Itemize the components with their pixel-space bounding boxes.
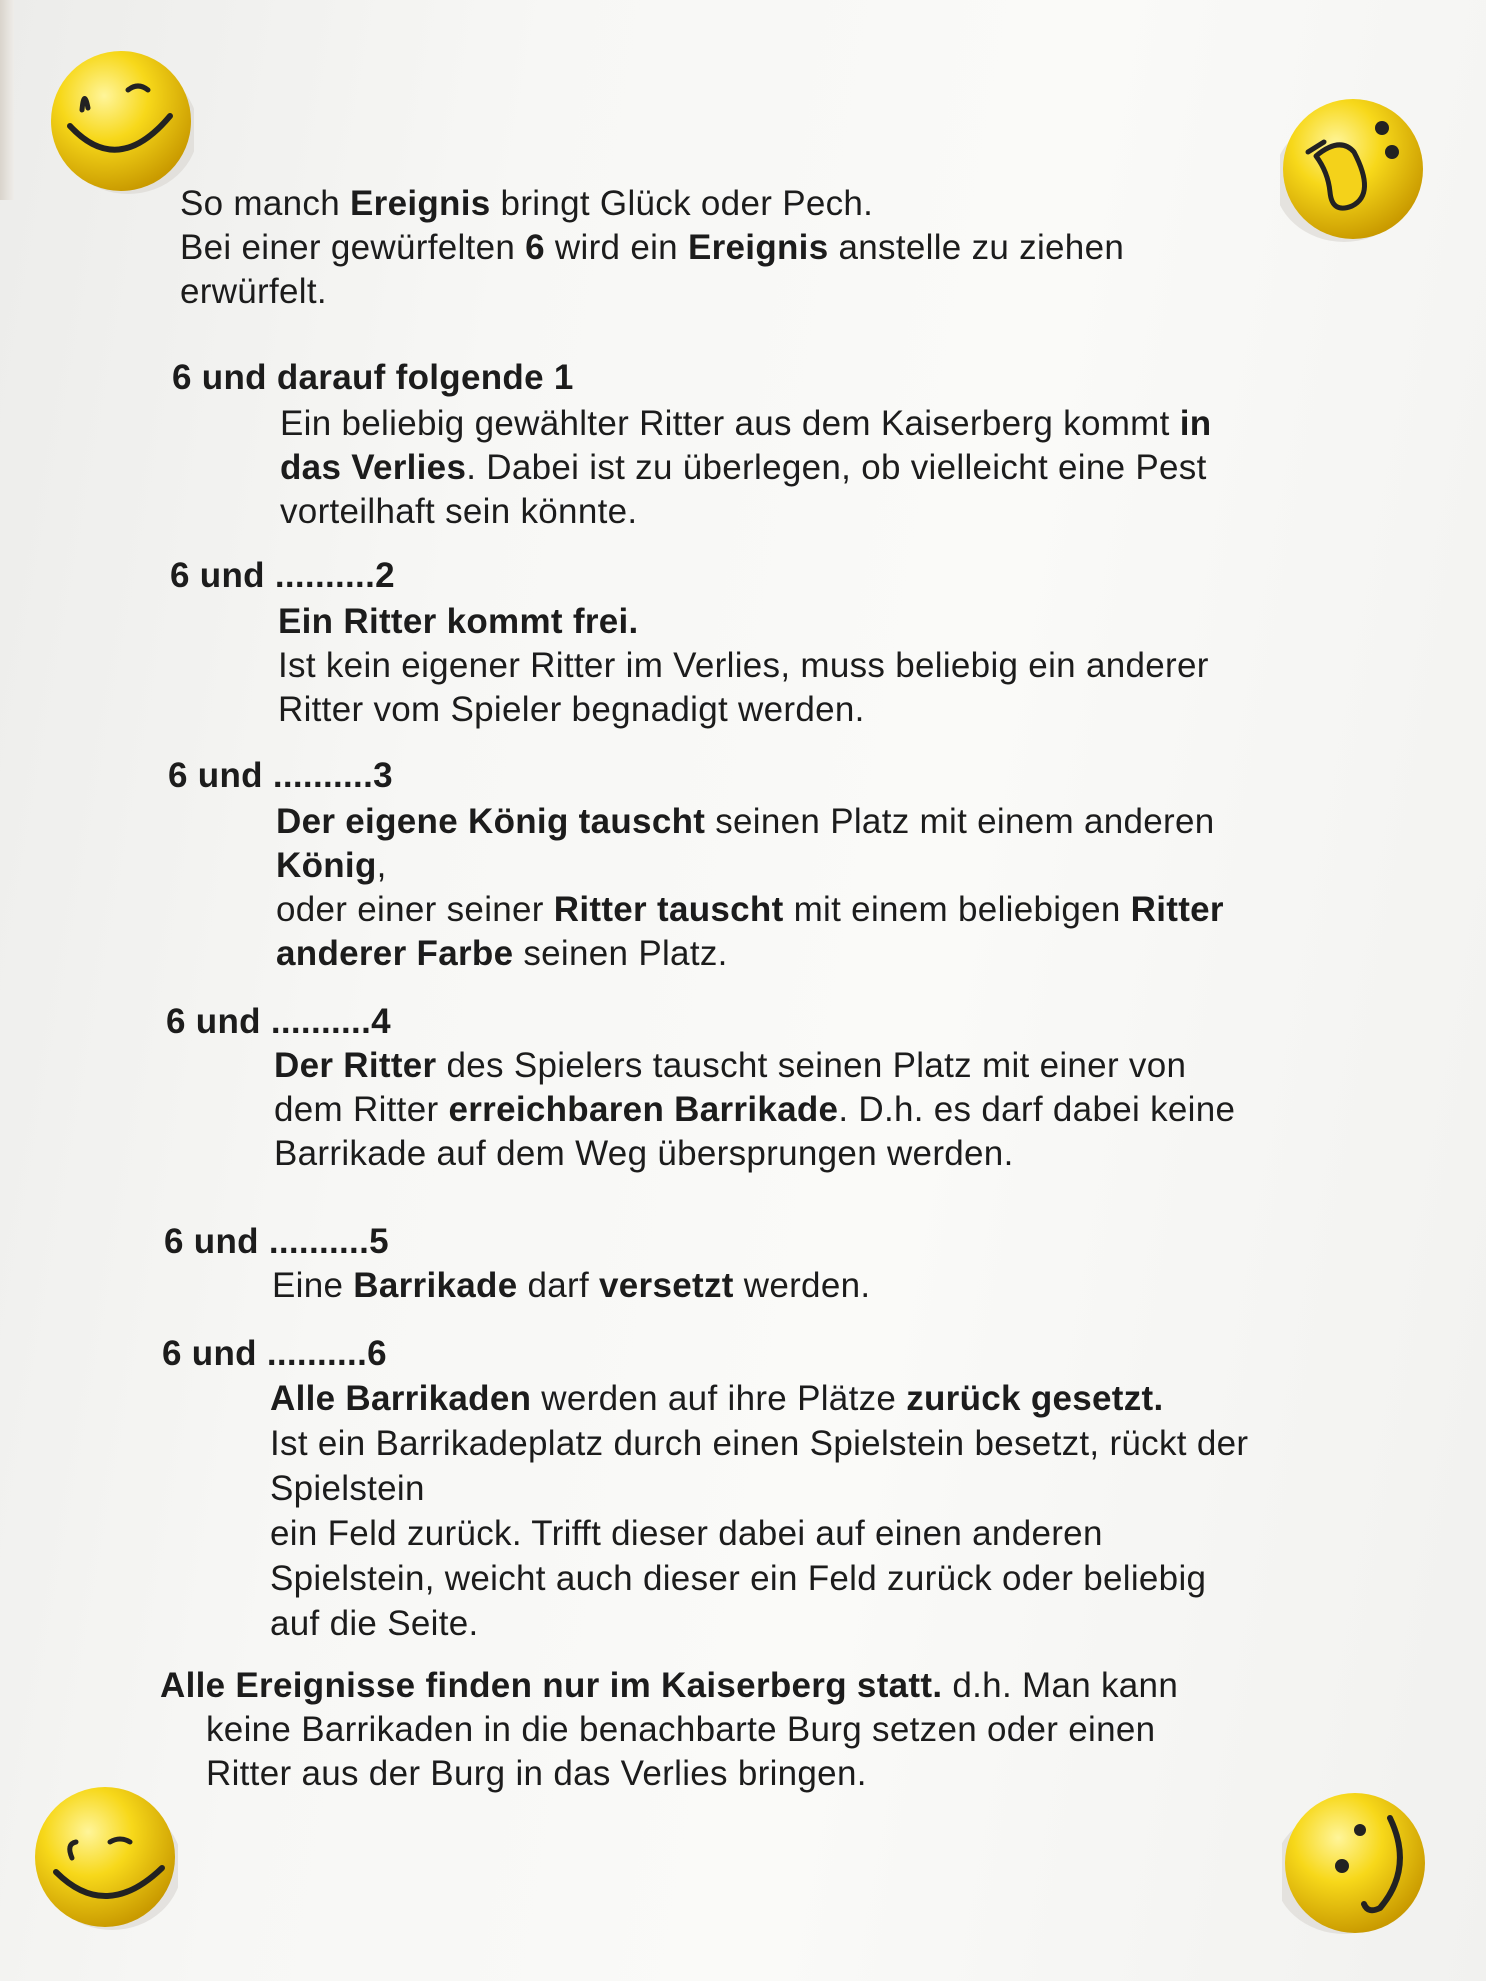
bold-span: erreichbaren Barrikade [448, 1090, 839, 1129]
text-span: des Spielers tauscht seinen Platz mit einer von [436, 1046, 1187, 1085]
bold-span: das Verlies [280, 448, 467, 487]
text-span: Ein beliebig gewählter Ritter aus dem Kaiserberg kommt [280, 404, 1180, 443]
event-description [276, 800, 1224, 976]
text-line: Barrikade auf dem Weg übersprungen werden. [274, 1134, 1014, 1173]
smiley-magnet-icon [48, 48, 194, 194]
text-span: , [376, 846, 387, 885]
text-line: keine Barrikaden in die benachbarte Burg setzen oder einen [206, 1710, 1156, 1749]
event-heading: 6 und ..........6 [162, 1334, 387, 1373]
text-line: Ist ein Barrikadeplatz durch einen Spielstein besetzt, rückt der [270, 1424, 1249, 1463]
event-description [272, 1264, 870, 1308]
bold-span: Barrikade [353, 1266, 518, 1305]
bold-span: Ereignis [350, 184, 491, 223]
bold-span: versetzt [599, 1266, 734, 1305]
event-description [274, 1044, 1235, 1176]
smiley-magnet-icon [32, 1784, 178, 1930]
text-span: seinen Platz. [513, 934, 728, 973]
intro-paragraph [180, 182, 1124, 314]
text-line: ein Feld zurück. Trifft dieser dabei auf einen anderen [270, 1514, 1103, 1553]
text-span: Bei einer gewürfelten [180, 228, 526, 267]
text-span: wird ein [544, 228, 688, 267]
smiley-magnet-icon [1282, 1790, 1428, 1936]
text-span: So manch [180, 184, 351, 223]
bold-span: Der eigene König tauscht [276, 802, 706, 841]
event-heading: 6 und darauf folgende 1 [172, 358, 574, 397]
text-line: Ritter aus der Burg in das Verlies bringen. [206, 1754, 867, 1793]
event-description [278, 600, 1209, 732]
final-note [160, 1664, 1178, 1796]
text-line: Ist kein eigener Ritter im Verlies, muss beliebig ein anderer [278, 646, 1209, 685]
bold-span: Alle Ereignisse finden nur im Kaiserberg statt. [160, 1666, 943, 1705]
event-heading: 6 und ..........3 [168, 756, 393, 795]
bold-span: Der Ritter [274, 1046, 437, 1085]
bold-span: Ritter tauscht [553, 890, 784, 929]
text-line: vorteilhaft sein könnte. [280, 492, 638, 531]
text-span: seinen Platz mit einem anderen [705, 802, 1215, 841]
event-description [270, 1376, 1248, 1646]
bold-span: 6 [525, 228, 545, 267]
bold-span: Ein Ritter kommt frei. [278, 602, 639, 641]
event-heading: 6 und ..........4 [166, 1002, 391, 1041]
bold-span: Ereignis [687, 228, 829, 267]
text-span: werden. [733, 1266, 871, 1305]
text-line: auf die Seite. [270, 1604, 479, 1643]
bold-span: König [276, 846, 377, 885]
text-span: darf [517, 1266, 600, 1305]
text-span: d.h. Man kann [942, 1666, 1179, 1705]
smiley-magnet-icon [1280, 96, 1426, 242]
text-span: anstelle zu ziehen [828, 228, 1125, 267]
bold-span: zurück gesetzt. [906, 1379, 1164, 1418]
event-heading: 6 und ..........2 [170, 556, 395, 595]
text-span: . Dabei ist zu überlegen, ob vielleicht eine Pest [466, 448, 1207, 487]
intro-line-3: erwürfelt. [180, 272, 327, 311]
text-span: dem Ritter [274, 1090, 449, 1129]
text-span: Eine [272, 1266, 354, 1305]
text-line: Ritter vom Spieler begnadigt werden. [278, 690, 865, 729]
event-description [280, 402, 1211, 534]
intro-line-2 [180, 226, 1124, 270]
text-span: mit einem beliebigen [783, 890, 1131, 929]
intro-line-1 [180, 182, 1124, 226]
text-span: bringt Glück oder Pech. [490, 184, 874, 223]
text-line: Spielstein [270, 1469, 425, 1508]
bold-span: Ritter [1130, 890, 1224, 929]
text-span: . D.h. es darf dabei keine [838, 1090, 1236, 1129]
text-span: oder einer seiner [276, 890, 554, 929]
paper-edge [0, 0, 14, 200]
event-heading: 6 und ..........5 [164, 1222, 389, 1261]
text-line: Spielstein, weicht auch dieser ein Feld zurück oder beliebig [270, 1559, 1207, 1598]
text-span: werden auf ihre Plätze [531, 1379, 907, 1418]
bold-span: Alle Barrikaden [270, 1379, 532, 1418]
bold-span: in [1179, 404, 1212, 443]
bold-span: anderer Farbe [276, 934, 514, 973]
